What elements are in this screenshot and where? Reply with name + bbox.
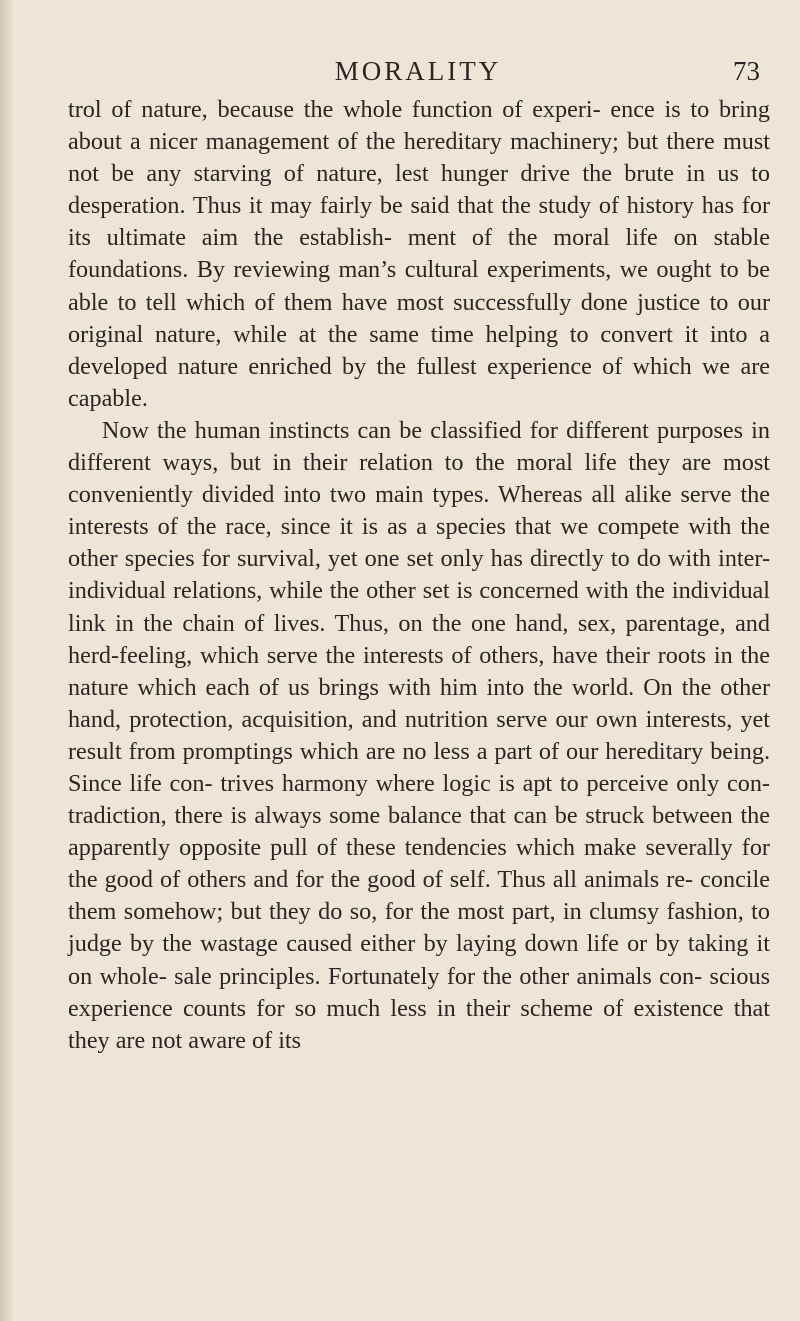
running-title: MORALITY [334,56,502,86]
body-text [68,94,770,1057]
page-number: 73 [733,56,760,86]
paragraph-continued: trol of nature, because the whole function of experi- ence is to bring about a nicer management of the hereditary machinery; but there must not be any starving of nature, lest hunger drive the brute in us to desperation. Thus it may fairly be said that the study of history has for its ultimate aim the establish- ment of the moral life on stable foundations. By reviewing man’s cultural experiments, we ought to be able to tell which of them have most successfully done justice to our original nature, while at the same time helping to convert it into a developed nature enriched by the fullest experience of which we are capable. [68,96,770,412]
running-head [68,56,768,92]
page-gutter-shadow [0,0,14,1321]
paragraph: Now the human instincts can be classified for different purposes in different ways, but in their relation to the moral life they are most conveniently divided into two main types. Whereas all alike serve the interests of the race, since it is as a species that we compete with the other species for survival, yet one set only has directly to do with inter-individual relations, while the other set is concerned with the individual link in the chain of lives. Thus, on the one hand, sex, parentage, and herd-feeling, which serve the interests of others, have their roots in the nature which each of us brings with him into the world. On the other hand, protection, acquisition, and nutrition serve our own interests, yet result from promptings which are no less a part of our hereditary being. Since life con- trives harmony where logic is apt to perceive only con- tradiction, there is always some balance that can be struck between the apparently opposite pull of these tendencies which make severally for the good of others and for the good of self. Thus all animals re- concile them somehow; but they do so, for the most part, in clumsy fashion, to judge by the wastage caused either by laying down life or by taking it on whole- sale principles. Fortunately for the other animals con- scious experience counts for so much less in their scheme of existence that they are not aware of its [68,416,770,1054]
